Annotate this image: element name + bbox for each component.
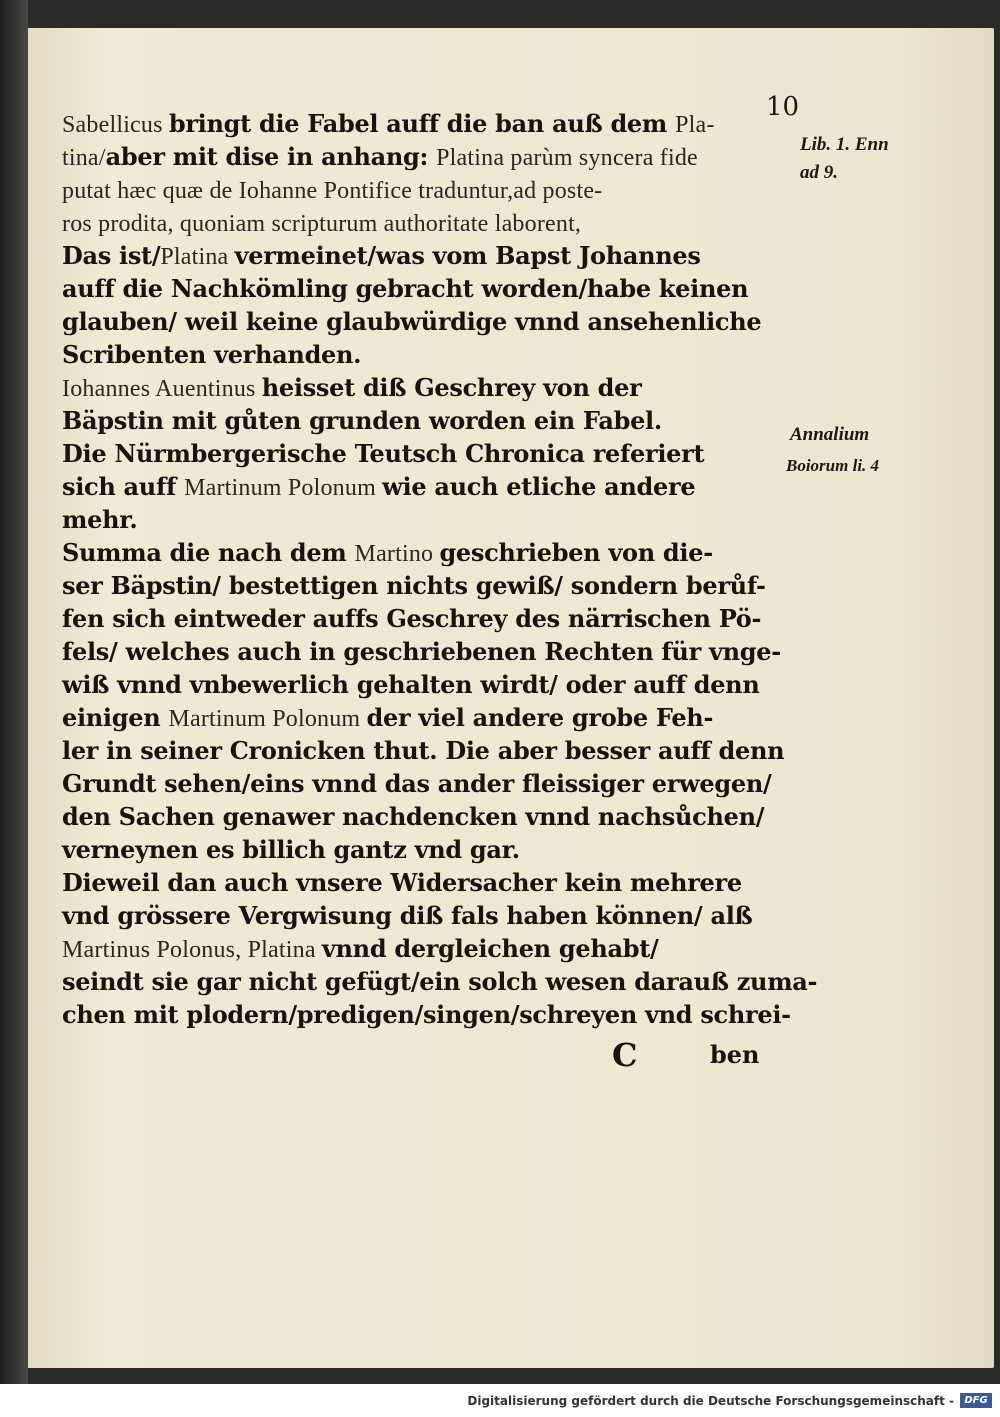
text-line (62, 471, 792, 504)
fraktur-text: Grundt sehen/eins vnnd das ander fleissiger erwegen/ (62, 769, 772, 798)
text-line (62, 702, 792, 735)
fraktur-text: mehr. (62, 505, 138, 534)
roman-text: Martinus Polonus, Platina (62, 937, 322, 963)
fraktur-text: bringt die Fabel auff die ban auß dem (168, 109, 676, 138)
text-line (62, 636, 792, 668)
fraktur-text: Summa die nach dem (62, 538, 355, 567)
text-line (62, 108, 792, 141)
roman-text: Martinum Polonum (168, 706, 367, 732)
fraktur-text: chen mit plodern/predigen/singen/schreyen vnd schrei- (62, 1000, 791, 1029)
text-line (62, 141, 792, 174)
fraktur-text: den Sachen genawer nachdencken vnnd nachsůchen/ (62, 802, 765, 831)
roman-text: Iohannes Auentinus (62, 376, 262, 402)
fraktur-text: der viel andere grobe Feh- (366, 703, 714, 732)
text-line (62, 867, 792, 899)
text-line (62, 999, 792, 1031)
text-line (62, 273, 792, 305)
fraktur-text: wiß vnnd vnbewerlich gehalten wirdt/ oder auff denn (62, 670, 760, 699)
fraktur-text: verneynen es billich gantz vnd gar. (62, 835, 520, 864)
margin-note: Annalium (790, 424, 870, 445)
text-line (62, 834, 792, 866)
roman-text: tina/ (62, 145, 106, 171)
fraktur-text: ser Bäpstin/ bestettigen nichts gewiß/ sondern berůf- (62, 571, 766, 600)
fraktur-text: heisset diß Geschrey von der (261, 373, 642, 402)
footer-credit: Digitalisierung gefördert durch die Deutsche Forschungsgemeinschaft - (467, 1394, 954, 1408)
text-line (62, 801, 792, 833)
margin-note: Boiorum li. 4 (786, 456, 880, 475)
roman-text: Sabellicus (62, 112, 169, 138)
fraktur-text: seindt sie gar nicht gefügt/ein solch wesen darauß zuma- (62, 967, 818, 996)
text-line (62, 966, 818, 998)
fraktur-text: vnd grössere Vergwisung diß fals haben können/ alß (62, 901, 753, 930)
fraktur-text: Bäpstin mit gůten grunden worden ein Fabel. (62, 406, 662, 435)
fraktur-text: Das ist/ (62, 241, 161, 270)
fraktur-text: einigen (62, 703, 169, 732)
text-line (62, 372, 792, 405)
text-line (62, 339, 792, 371)
fraktur-text: Scribenten verhanden. (62, 340, 362, 369)
text-line (62, 735, 792, 767)
text-line (62, 504, 792, 536)
roman-text: Pla- (675, 112, 715, 138)
text-line (62, 438, 792, 470)
text-line (62, 174, 792, 207)
fraktur-text: fels/ welches auch in geschriebenen Rechten für vnge- (62, 637, 781, 666)
roman-text: Platina (160, 244, 235, 270)
text-line (62, 768, 792, 800)
text-line (62, 570, 792, 602)
roman-text: Martinum Polonum (184, 475, 383, 501)
fraktur-text: Dieweil dan auch vnsere Widersacher kein mehrere (62, 868, 742, 897)
fraktur-text: fen sich eintweder auffs Geschrey des närrischen Pö- (62, 604, 762, 633)
text-line (62, 603, 792, 635)
roman-text: ros prodita, quoniam scripturum authoritate laborent, (62, 211, 582, 237)
fraktur-text: Die Nürmbergerische Teutsch Chronica referiert (62, 439, 705, 468)
text-line (62, 900, 792, 932)
text-line (62, 306, 792, 338)
margin-note: ad 9. (800, 162, 838, 183)
fraktur-text: sich auff (62, 472, 185, 501)
fraktur-text: aber mit dise in anhang: (105, 142, 437, 171)
roman-text: Platina parùm syncera fide (436, 145, 698, 171)
page-number: 10 (766, 92, 800, 122)
text-line (62, 933, 792, 966)
fraktur-text: geschrieben von die- (439, 538, 713, 567)
fraktur-text: glauben/ weil keine glaubwürdige vnnd ansehenliche (62, 307, 762, 336)
footer-bar (0, 1384, 1000, 1417)
text-line (62, 537, 792, 570)
binding-shadow (0, 0, 28, 1384)
roman-text: Martino (354, 541, 440, 567)
fraktur-text: auff die Nachkömling gebracht worden/habe keinen (62, 274, 749, 303)
roman-text: putat hæc quæ de Iohanne Pontifice traduntur,ad poste- (62, 178, 603, 204)
catchword: ben (710, 1040, 760, 1069)
text-line (62, 669, 792, 701)
text-line (62, 240, 792, 273)
text-line (62, 207, 792, 240)
signature-mark: C (612, 1036, 638, 1074)
fraktur-text: wie auch etliche andere (382, 472, 696, 501)
dfg-logo: DFG (960, 1393, 992, 1408)
fraktur-text: vermeinet/was vom Bapst Johannes (234, 241, 701, 270)
fraktur-text: vnnd dergleichen gehabt/ (321, 934, 659, 963)
margin-note: Lib. 1. Enn (800, 134, 889, 155)
fraktur-text: ler in seiner Cronicken thut. Die aber besser auff denn (62, 736, 785, 765)
text-line (62, 405, 792, 437)
